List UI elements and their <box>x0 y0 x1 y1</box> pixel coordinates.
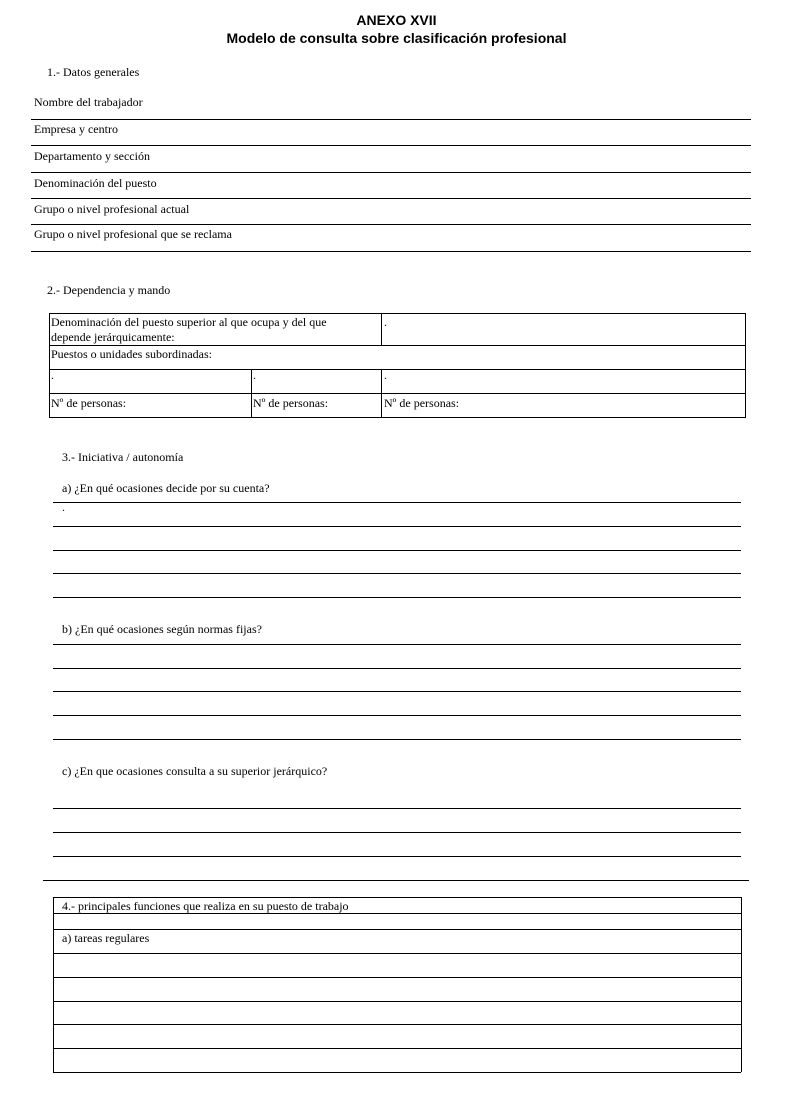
subordinates-label: Puestos o unidades subordinadas: <box>51 347 212 361</box>
persons-count-label-1[interactable]: Nº de personas: <box>51 396 127 410</box>
field-company-line[interactable] <box>31 145 751 146</box>
answer-c-line[interactable] <box>53 808 741 809</box>
answer-a-line[interactable] <box>53 502 741 503</box>
answer-b-line[interactable] <box>53 668 741 669</box>
answer-a-mark: . <box>62 500 65 514</box>
field-claimed-group-line[interactable] <box>31 251 751 252</box>
field-current-group-label: Grupo o nivel profesional actual <box>34 202 190 216</box>
field-claimed-group-label: Grupo o nivel profesional que se reclama <box>34 227 232 241</box>
section1-heading: 1.- Datos generales <box>47 65 140 79</box>
subordinate-unit-1[interactable]: . <box>51 368 54 382</box>
question-a: a) ¿En qué ocasiones decide por su cuenta? <box>62 481 270 495</box>
persons-count-label-2[interactable]: Nº de personas: <box>253 396 329 410</box>
persons-count-label-3[interactable]: Nº de personas: <box>384 396 460 410</box>
field-position-label: Denominación del puesto <box>34 176 157 190</box>
answer-a-line[interactable] <box>53 573 741 574</box>
answer-c-line[interactable] <box>53 832 741 833</box>
superior-position-value[interactable]: . <box>384 315 387 329</box>
subordinate-unit-2[interactable]: . <box>253 368 256 382</box>
question-c: c) ¿En que ocasiones consulta a su superior jerárquico? <box>62 764 328 778</box>
section3-heading: 3.- Iniciativa / autonomía <box>62 450 184 464</box>
answer-b-line[interactable] <box>53 644 741 645</box>
field-position-line[interactable] <box>31 198 751 199</box>
field-department-line[interactable] <box>31 172 751 173</box>
answer-b-line[interactable] <box>53 715 741 716</box>
field-worker-name-label: Nombre del trabajador <box>34 95 143 109</box>
field-worker-name-line[interactable] <box>31 119 751 120</box>
answer-a-line[interactable] <box>53 550 741 551</box>
annex-title: ANEXO XVII <box>356 12 437 28</box>
regular-tasks-label: a) tareas regulares <box>62 931 150 945</box>
field-current-group-line[interactable] <box>31 224 751 225</box>
form-subtitle: Modelo de consulta sobre clasificación profesional <box>226 30 567 46</box>
section2-heading: 2.- Dependencia y mando <box>47 283 171 297</box>
answer-b-line[interactable] <box>53 739 741 740</box>
question-b: b) ¿En qué ocasiones según normas fijas? <box>62 622 262 636</box>
section4-heading: 4.- principales funciones que realiza en su puesto de trabajo <box>62 899 349 913</box>
superior-position-label-cont: depende jerárquicamente: <box>51 330 175 344</box>
field-department-label: Departamento y sección <box>34 149 150 163</box>
answer-a-line[interactable] <box>53 597 741 598</box>
subordinate-unit-3[interactable]: . <box>384 368 387 382</box>
field-company-label: Empresa y centro <box>34 122 118 136</box>
section-divider <box>43 880 749 881</box>
answer-b-line[interactable] <box>53 691 741 692</box>
answer-a-line[interactable] <box>53 526 741 527</box>
answer-c-line[interactable] <box>53 856 741 857</box>
superior-position-label: Denominación del puesto superior al que ocupa y del que <box>51 315 327 329</box>
